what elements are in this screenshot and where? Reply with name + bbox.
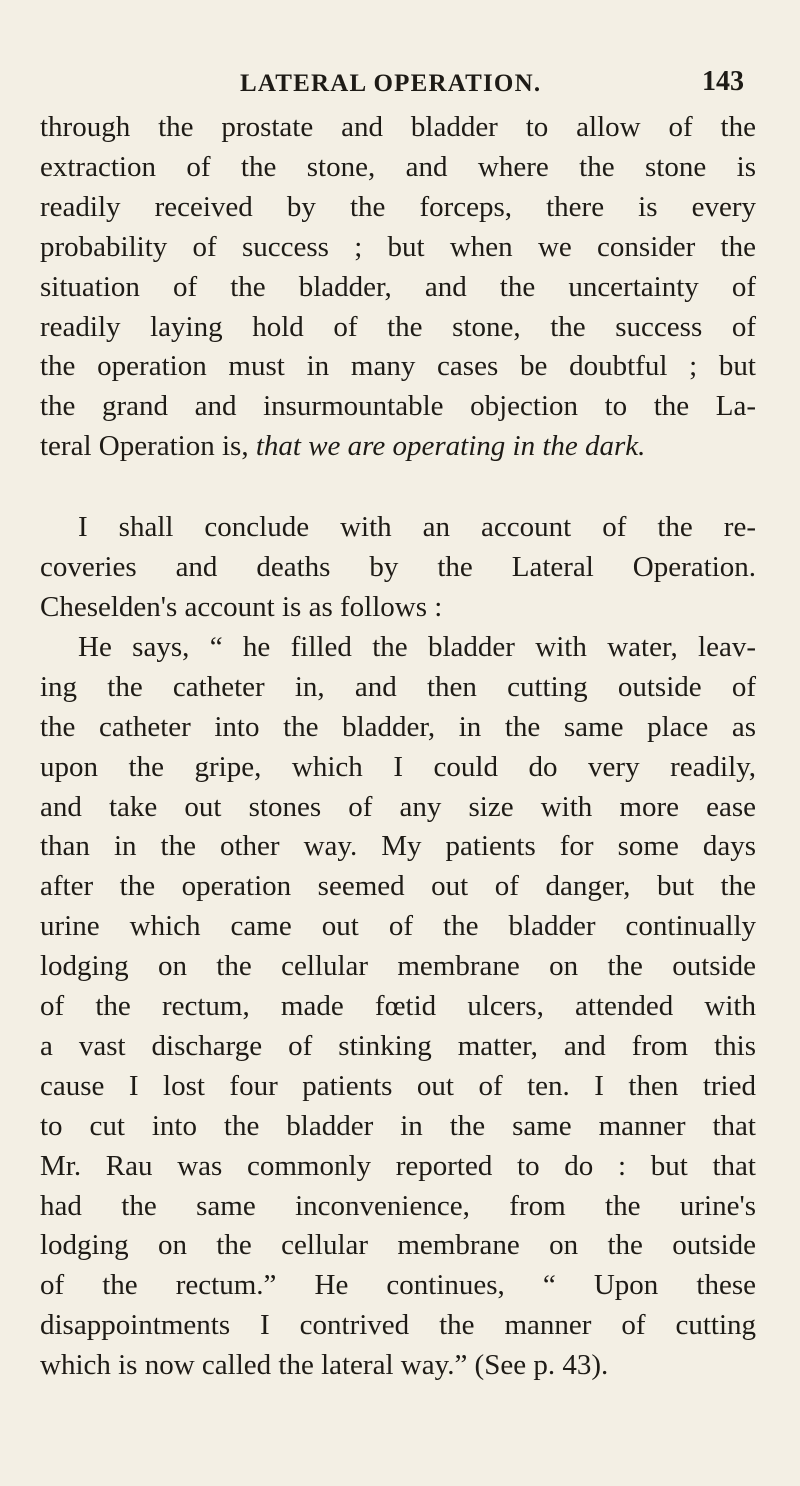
text-line: lodging on the cellular membrane on the outside	[40, 950, 756, 983]
text-line: to cut into the bladder in the same manner that	[40, 1109, 756, 1142]
text-line: I shall conclude with an account of the re-	[78, 511, 756, 544]
text-line: after the operation seemed out of danger, but the	[40, 870, 756, 903]
page-number: 143	[702, 66, 744, 97]
paragraph-3	[40, 628, 756, 1386]
text-line: situation of the bladder, and the uncertainty of	[40, 270, 756, 303]
paragraph-2	[40, 508, 756, 628]
text-line: upon the gripe, which I could do very readily,	[40, 750, 756, 783]
text-line: through the prostate and bladder to allow of the	[40, 111, 756, 143]
text-line: readily received by the forceps, there is every	[40, 190, 756, 223]
text-line: which is now called the lateral way.” (See p. 43).	[40, 1349, 609, 1382]
text-line: of the rectum, made fœtid ulcers, attended with	[40, 990, 756, 1023]
italic-emphasis: that we are operating in the dark.	[255, 430, 646, 463]
text-line: and take out stones of any size with more ease	[40, 790, 756, 823]
text-line: probability of success ; but when we consider the	[40, 230, 756, 263]
text-line: coveries and deaths by the Lateral Operation.	[40, 551, 756, 584]
text-line	[40, 427, 756, 467]
paragraph-gap	[40, 467, 756, 508]
text-line: of the rectum.” He continues, “ Upon these	[40, 1269, 756, 1302]
running-head: LATERAL OPERATION.	[240, 70, 542, 97]
text-line: urine which came out of the bladder continually	[40, 910, 756, 943]
text-line: ing the catheter in, and then cutting outside of	[40, 670, 756, 703]
text-line: a vast discharge of stinking matter, and from this	[40, 1029, 756, 1062]
text-line: the catheter into the bladder, in the same place as	[40, 710, 756, 743]
text-line: disappointments I contrived the manner of cutting	[40, 1309, 756, 1342]
paragraph-1	[40, 108, 756, 467]
body-text	[40, 108, 756, 1386]
text-line: the operation must in many cases be doubtful ; but	[40, 350, 756, 383]
text-line: lodging on the cellular membrane on the outside	[40, 1229, 756, 1262]
text-line: the grand and insurmountable objection to the La-	[40, 390, 756, 423]
page-header	[240, 66, 744, 110]
text-segment: teral Operation is,	[40, 430, 256, 463]
text-line: extraction of the stone, and where the stone is	[40, 150, 756, 183]
text-line: had the same inconvenience, from the urine's	[40, 1189, 756, 1222]
text-line: Cheselden's account is as follows :	[40, 590, 443, 623]
text-line: than in the other way. My patients for some days	[40, 830, 756, 863]
text-line: cause I lost four patients out of ten. I then tried	[40, 1069, 756, 1102]
text-line: readily laying hold of the stone, the success of	[40, 310, 756, 343]
text-line: He says, “ he filled the bladder with water, leav-	[78, 630, 756, 663]
text-line: Mr. Rau was commonly reported to do : but that	[40, 1149, 756, 1182]
